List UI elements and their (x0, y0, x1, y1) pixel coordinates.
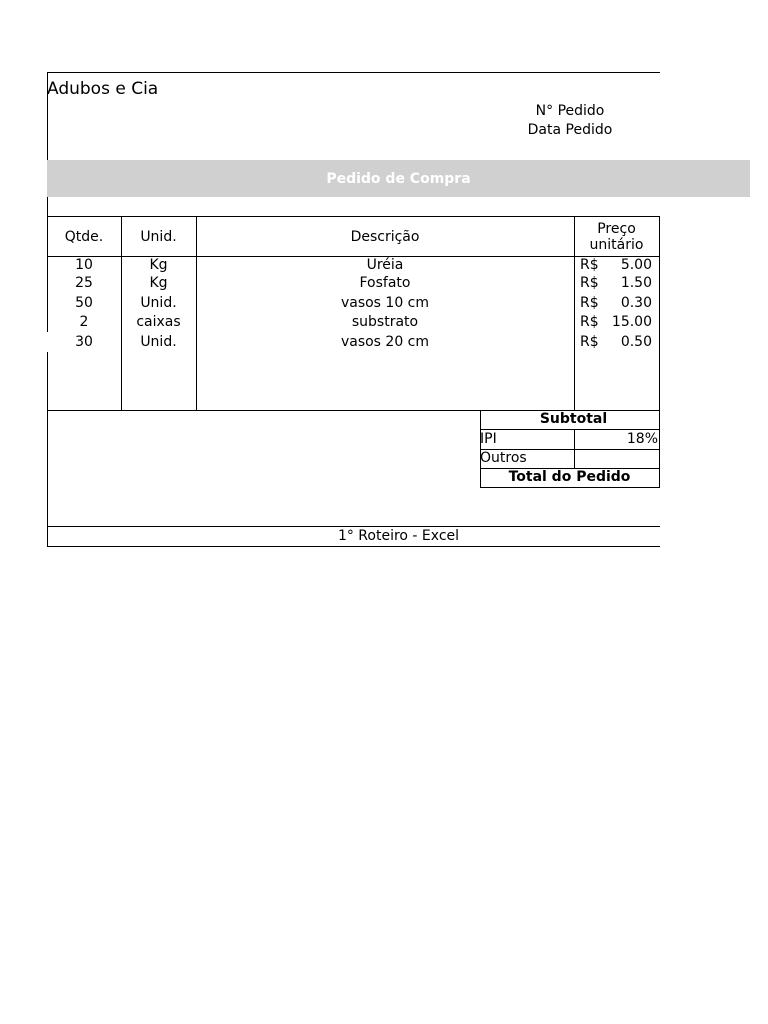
col-divider-right (659, 216, 660, 410)
total-label: Total do Pedido (508, 469, 631, 485)
header-description: Descrição (350, 228, 420, 245)
row-4-qty: 2 (79, 314, 89, 330)
row-2-unit: Kg (149, 275, 168, 291)
row-3-description: vasos 10 cm (340, 295, 430, 311)
ipi-value: 18% (626, 431, 658, 447)
row-4-description: substrato (351, 314, 419, 330)
row-1-description: Uréia (366, 257, 404, 273)
row-1-unit: Kg (149, 257, 168, 273)
footer-text: 1° Roteiro - Excel (337, 528, 460, 544)
row-4-currency: R$ (580, 314, 599, 330)
row-5-qty: 30 (75, 334, 93, 350)
header-price-line2: unitário (589, 236, 644, 253)
row-2-qty: 25 (75, 275, 93, 291)
row-3-qty: 50 (75, 295, 93, 311)
row-2-currency: R$ (580, 275, 599, 291)
subtotal-label: Subtotal (539, 411, 608, 427)
left-border-lower (47, 352, 48, 547)
summary-right-border (659, 410, 660, 488)
summary-line-4 (480, 487, 659, 488)
row-5-unit: Unid. (140, 334, 177, 350)
header-qty: Qtde. (64, 228, 104, 245)
order-number-label: N° Pedido (535, 103, 605, 119)
row-4-price: 15.00 (611, 314, 652, 330)
footer-bottom-border (47, 546, 660, 547)
ipi-label: IPI (480, 431, 497, 447)
header-price-line1: Preço (597, 220, 636, 237)
others-label: Outros (480, 450, 527, 466)
row-5-currency: R$ (580, 334, 599, 350)
row-1-qty: 10 (75, 257, 93, 273)
header-unit: Unid. (140, 228, 177, 245)
row-4-unit: caixas (136, 314, 181, 330)
row-2-description: Fosfato (359, 275, 411, 291)
row-3-price: 0.30 (620, 295, 652, 311)
row-1-price: 5.00 (620, 257, 652, 273)
order-date-label: Data Pedido (527, 122, 613, 138)
row-2-price: 1.50 (620, 275, 652, 291)
row-3-currency: R$ (580, 295, 599, 311)
banner-title: Pedido de Compra (47, 160, 750, 197)
row-3-unit: Unid. (140, 295, 177, 311)
top-border (47, 72, 660, 73)
company-name: Adubos e Cia (47, 79, 159, 99)
header-unit-price (574, 217, 659, 256)
row-1-currency: R$ (580, 257, 599, 273)
row-5-price: 0.50 (620, 334, 652, 350)
row-5-description: vasos 20 cm (340, 334, 430, 350)
